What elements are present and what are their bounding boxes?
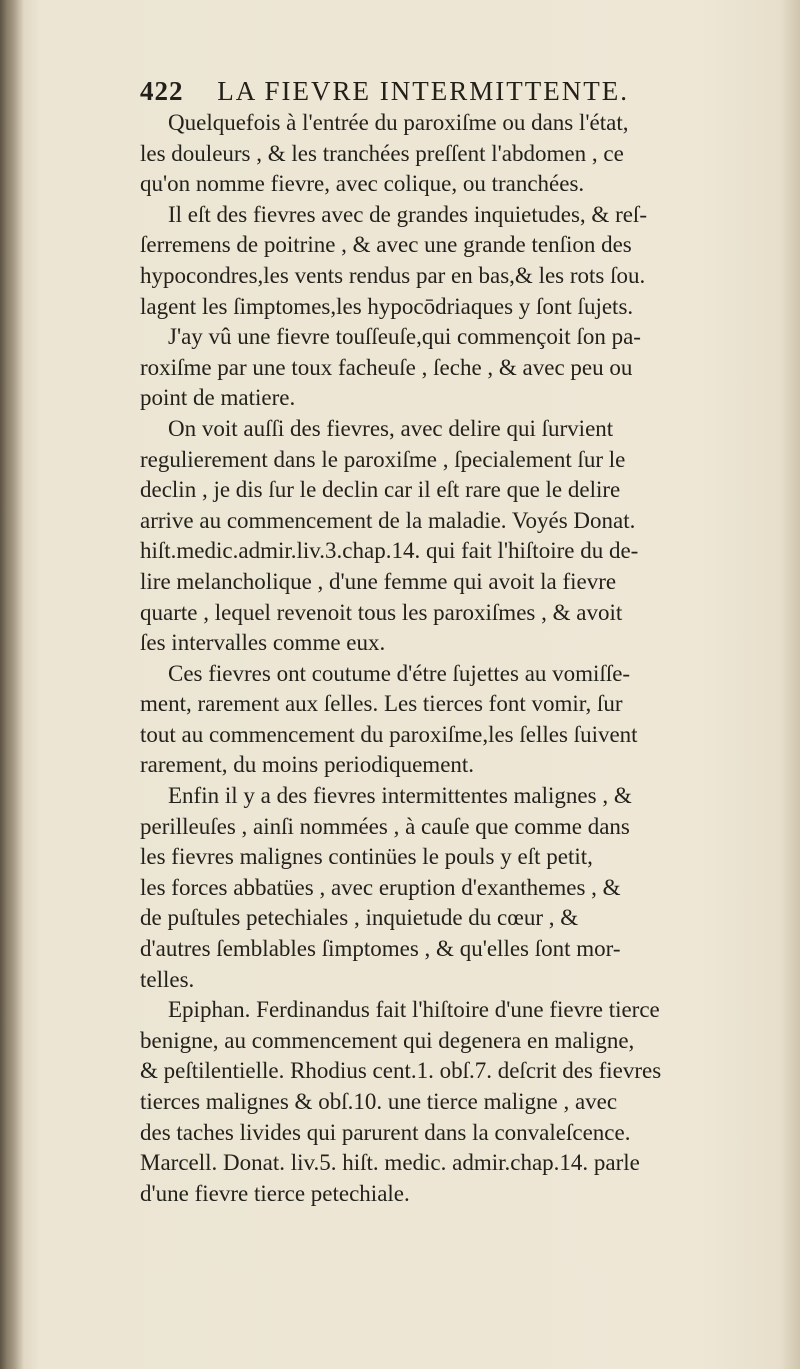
text-line: lire melancholique , d'une femme qui avoit la fievre xyxy=(140,568,617,594)
text-line: rarement, du moins periodiquement. xyxy=(140,752,475,778)
text-line: de puſtules petechiales , inquietude du cœur , & xyxy=(140,905,579,931)
text-line: regulierement dans le paroxiſme , ſpecialement ſur le xyxy=(140,446,626,472)
text-line: J'ay vû une fievre touſſeuſe,qui commençoit ſon pa- xyxy=(168,324,641,350)
text-line: ſes intervalles comme eux. xyxy=(140,630,386,656)
text-line: ment, rarement aux ſelles. Les tierces font vomir, ſur xyxy=(140,691,623,717)
text-line: Epiphan. Ferdinandus fait l'hiſtoire d'une fievre tierce xyxy=(168,997,660,1023)
text-line: quarte , lequel revenoit tous les paroxiſmes , & avoit xyxy=(140,599,623,625)
text-line: roxiſme par une toux facheuſe , ſeche , & avec peu ou xyxy=(140,354,633,380)
text-line: & peſtilentielle. Rhodius cent.1. obſ.7. deſcrit des fievres xyxy=(140,1058,662,1084)
text-line: Ces fievres ont coutume d'étre ſujettes au vomiſſe- xyxy=(168,660,631,686)
running-title: LA FIEVRE INTERMITTENTE. xyxy=(217,76,629,106)
text-line: telles. xyxy=(140,966,195,992)
text-line: les douleurs , & les tranchées preſſent l'abdomen , ce xyxy=(140,140,624,166)
text-line: tierces malignes & obſ.10. une tierce maligne , avec xyxy=(140,1089,618,1114)
text-line: arrive au commencement de la maladie. Voyés Donat. xyxy=(140,507,636,533)
text-line: declin , je dis ſur le declin car il eſt rare que le delire xyxy=(140,477,621,503)
text-line: On voit auſſi des fievres, avec delire qui ſurvient xyxy=(168,415,614,441)
text-line: point de matiere. xyxy=(140,385,296,411)
text-line: perilleuſes , ainſi nommées , à cauſe que comme dans xyxy=(140,813,630,839)
text-line: tout au commencement du paroxiſme,les ſelles ſuivent xyxy=(140,721,638,747)
text-line: d'autres ſemblables ſimptomes , & qu'elles ſont mor- xyxy=(140,936,621,962)
text-line: Marcell. Donat. liv.5. hiſt. medic. admir.chap.14. parle xyxy=(140,1150,640,1176)
binding-gutter xyxy=(0,0,24,1369)
text-line: ſerremens de poitrine , & avec une grande tenſion des xyxy=(140,232,632,258)
page-number: 422 xyxy=(140,76,184,106)
text-line: hiſt.medic.admir.liv.3.chap.14. qui fait l'hiſtoire du de- xyxy=(140,538,639,564)
text-line: d'une fievre tierce petechiale. xyxy=(140,1180,410,1206)
text-line: les fievres malignes continües le pouls y eſt petit, xyxy=(140,844,593,870)
body-text xyxy=(140,108,790,1209)
text-line: des taches livides qui parurent dans la convaleſcence. xyxy=(140,1119,631,1145)
text-line: Enfin il y a des fievres intermittentes malignes , & xyxy=(168,783,632,809)
text-line: Il eſt des fievres avec de grandes inquietudes, & reſ- xyxy=(168,201,647,227)
text-line: lagent les ſimptomes,les hypocōdriaques y ſont ſujets. xyxy=(140,293,634,319)
text-line: hypocondres,les vents rendus par en bas,& les rots ſou. xyxy=(140,262,646,288)
text-line: benigne, au commencement qui degenera en maligne, xyxy=(140,1027,635,1053)
text-line: les forces abbatües , avec eruption d'exanthemes , & xyxy=(140,874,621,900)
page-header xyxy=(140,76,780,110)
text-line: qu'on nomme fievre, avec colique, ou tranchées. xyxy=(140,171,585,197)
text-line: Quelquefois à l'entrée du paroxiſme ou dans l'état, xyxy=(168,110,629,135)
